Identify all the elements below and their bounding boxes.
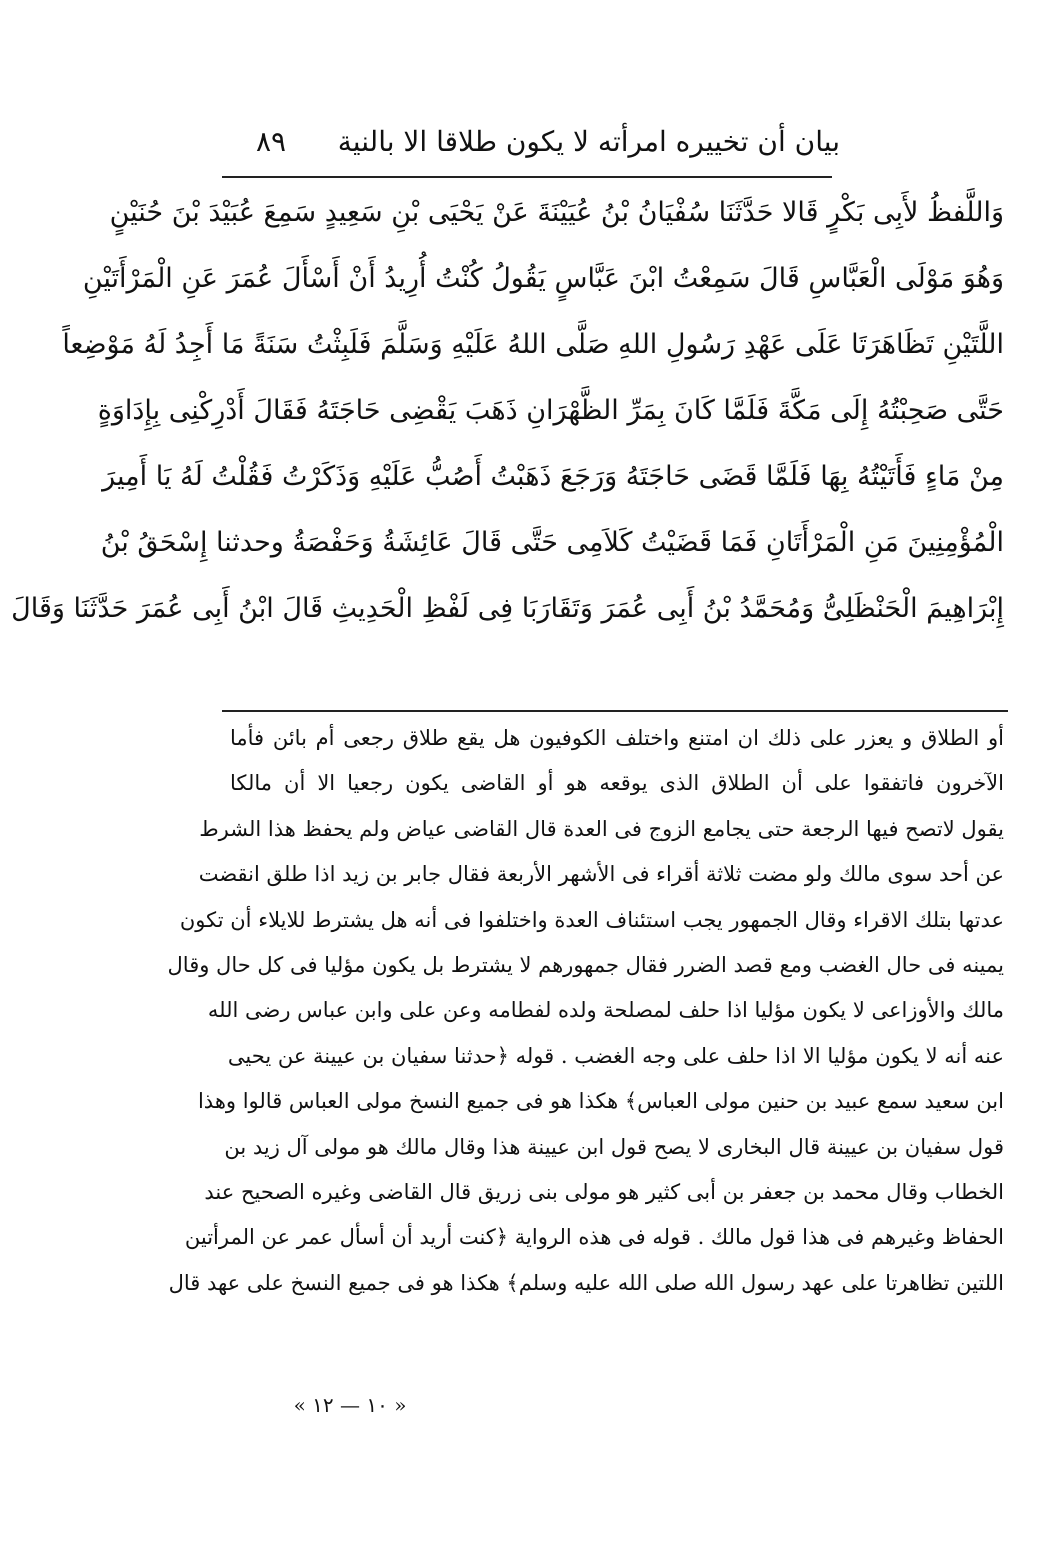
- commentary-line: اللتين تظاهرتا على عهد رسول الله صلى الله عليه وسلم﴾ هكذا هو فى جميع النسخ على عهد قال: [168, 1270, 1004, 1295]
- commentary-line: قول سفيان بن عيينة قال البخارى لا يصح قول ابن عيينة هذا وقال مالك هو مولى آل زيد بن: [224, 1134, 1004, 1159]
- header-rule: [222, 176, 832, 178]
- commentary-line: أو الطلاق و يعزر على ذلك ان امتنع واختلف الكوفيون هل يقع طلاق رجعى أم بائن فأما: [230, 726, 1004, 750]
- hadith-text: [11, 180, 1004, 642]
- hadith-line: وَاللَّفظُ لأَبِى بَكْرٍ قَالا حَدَّثَنَا سُفْيَانُ بْنُ عُيَيْنَةَ عَنْ يَحْيَى بْنِ سَعِيدٍ سَمِعَ عُبَيْدَ بْنَ حُنَيْنٍ: [109, 197, 1004, 228]
- commentary-line: عدتها بتلك الاقراء وقال الجمهور يجب استئناف العدة واختلفوا فى أنه هل يشترط للايلاء أن تكون: [179, 907, 1004, 932]
- commentary-line: الحفاظ وغيرهم فى هذا قول مالك . قوله فى هذه الرواية ﴿كنت أريد أن أسأل عمر عن المرأتين: [184, 1225, 1004, 1250]
- commentary-text: [167, 716, 1004, 1306]
- chapter-title: بيان أن تخييره امرأته لا يكون طلاقا الا بالنية: [337, 125, 840, 158]
- hadith-line: الْمُؤْمِنِينَ مَنِ الْمَرْأَتَانِ فَمَا قَضَيْتُ كَلاَمِى حَتَّى قَالَ عَائِشَةُ وَحَفْصَةُ وحدثنا إِسْحَقُ بْنُ: [100, 527, 1004, 558]
- page-number: ٨٩: [256, 125, 287, 158]
- printer-signature-mark: « ١٠ — ١٢ »: [293, 1393, 407, 1417]
- hadith-line: وَهُوَ مَوْلَى الْعَبَّاسِ قَالَ سَمِعْتُ ابْنَ عَبَّاسٍ يَقُولُ كُنْتُ أُرِيدُ أَنْ أَسْأَلَ عُمَرَ عَنِ الْمَرْأَتَيْنِ: [82, 263, 1004, 294]
- hadith-line: مِنْ مَاءٍ فَأَتَيْتُهُ بِهَا فَلَمَّا قَضَى حَاجَتَهُ وَرَجَعَ ذَهَبْتُ أَصُبُّ عَلَيْهِ وَذَكَرْتُ فَقُلْتُ لَهُ يَا أَمِيرَ: [102, 461, 1004, 492]
- commentary-line: الخطاب وقال محمد بن جعفر بن أبى كثير هو مولى بنى زريق قال القاضى وغيره الصحيح عند: [204, 1179, 1004, 1204]
- commentary-line: الآخرون فاتفقوا على أن الطلاق الذى يوقعه هو أو القاضى يكون رجعيا الا أن مالكا: [230, 771, 1004, 796]
- commentary-line: عنه أنه لا يكون مؤليا الا اذا حلف على وجه الغضب . قوله ﴿حدثنا سفيان بن عيينة عن يحيى: [227, 1043, 1004, 1068]
- hadith-line: إِبْرَاهِيمَ الْحَنْظَلِىُّ وَمُحَمَّدُ بْنُ أَبِى عُمَرَ وَتَقَارَبَا فِى لَفْظِ الْحَدِيثِ قَالَ ابْنُ أَبِى عُمَرَ حَدَّثَنَا وَقَالَ: [11, 593, 1004, 624]
- commentary-line: يقول لاتصح فيها الرجعة حتى يجامع الزوج فى العدة قال القاضى عياض ولم يحفظ هذا الشرط: [199, 816, 1004, 841]
- commentary-line: عن أحد سوى مالك ولو مضت ثلاثة أقراء فى الأشهر الأربعة فقال جابر بن زيد اذا طلق انقضت: [198, 862, 1004, 887]
- commentary-line: مالك والأوزاعى لا يكون مؤليا اذا حلف لمصلحة ولده لفطامه وعن على وابن عباس رضى الله: [207, 998, 1004, 1023]
- commentary-line: يمينه فى حال الغضب ومع قصد الضرر فقال جمهورهم لا يشترط بل يكون مؤليا فى كل حال وقال: [167, 952, 1004, 977]
- commentary-divider: [222, 710, 1008, 712]
- commentary-line: ابن سعيد سمع عبيد بن حنين مولى العباس﴾ هكذا هو فى جميع النسخ مولى العباس قالوا وهذا: [197, 1089, 1004, 1114]
- running-header: [220, 122, 840, 170]
- hadith-line: اللَّتَيْنِ تَظَاهَرَتَا عَلَى عَهْدِ رَسُولِ اللهِ صَلَّى اللهُ عَلَيْهِ وَسَلَّمَ فَلَبِثْتُ سَنَةً مَا أَجِدُ لَهُ مَوْضِعاً: [62, 329, 1004, 360]
- hadith-line: حَتَّى صَحِبْتُهُ إِلَى مَكَّةَ فَلَمَّا كَانَ بِمَرِّ الظَّهْرَانِ ذَهَبَ يَقْضِى حَاجَتَهُ فَقَالَ أَدْرِكْنِى بِإِدَاوَةٍ: [97, 395, 1004, 426]
